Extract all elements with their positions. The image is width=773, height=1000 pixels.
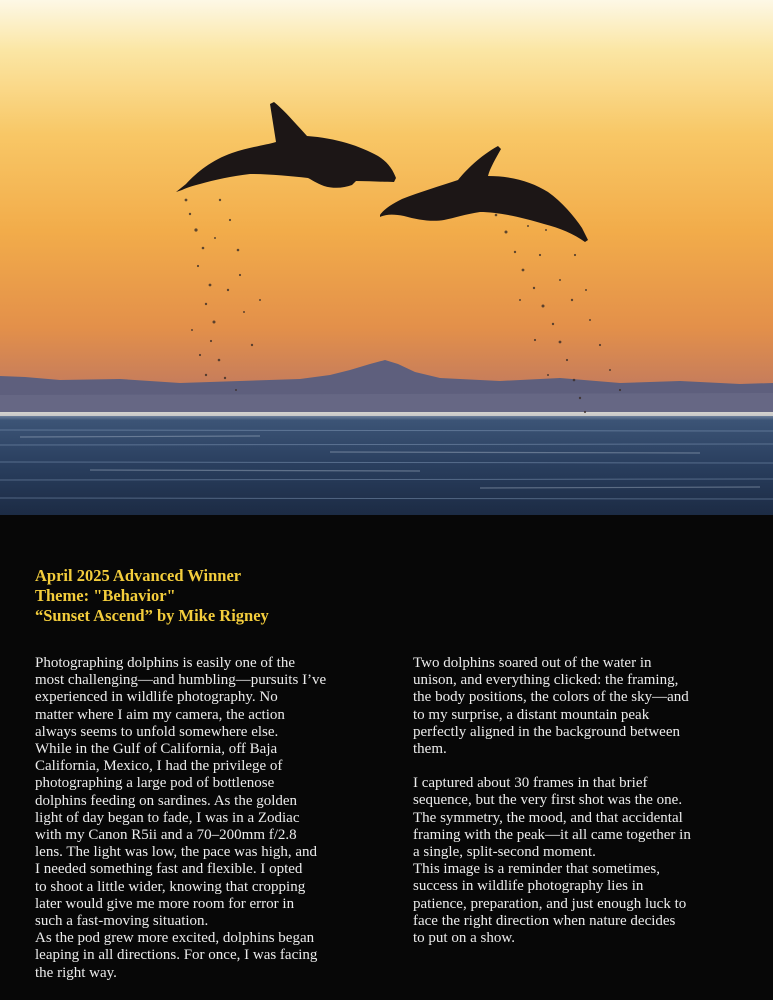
body-column-left bbox=[35, 655, 370, 982]
body-column-right bbox=[413, 655, 743, 947]
body-paragraph: Photographing dolphins is easily one of the most challenging—and humbling—pursuits I’ve experienced in wildlife photography. No matter where I aim my camera, the action always seems to unfold somewhere else. While in the Gulf of California, off Baja California, Mexico, I had the privilege of photographing a large pod of bottlenose dolphins feeding on sardines. As the golden light of day began to fade, I was in a Zodiac with my Canon R5ii and a 70–200mm f/2.8 lens. The light was low, the pace was high, and I needed something fast and flexible. I opted to shoot a little wider, knowing that cropping later would give me more room for error in such a fast-moving situation. As the pod grew more excited, dolphins began leaping in all directions. For once, I was facing the right way. bbox=[35, 655, 327, 981]
award-title: April 2025 Advanced Winner bbox=[35, 566, 242, 585]
body-paragraph: I captured about 30 frames in that brief sequence, but the very first shot was the one. The symmetry, the mood, and that accidental framing with the peak—it all came together in a single, split-second moment. This image is a reminder that sometimes, success in wildlife photography lies in patience, preparation, and just enough luck to face the right direction when nature decides to put on a show. bbox=[413, 775, 691, 947]
body-paragraph: Two dolphins soared out of the water in unison, and everything clicked: the framing, the body positions, the colors of the sky—and to my surprise, a distant mountain peak perfectly aligned in the background between them. bbox=[413, 655, 689, 758]
theme-label: Theme: "Behavior" bbox=[35, 586, 176, 605]
photo-title-credit: “Sunset Ascend” by Mike Rigney bbox=[35, 606, 269, 625]
article-heading bbox=[35, 566, 269, 626]
